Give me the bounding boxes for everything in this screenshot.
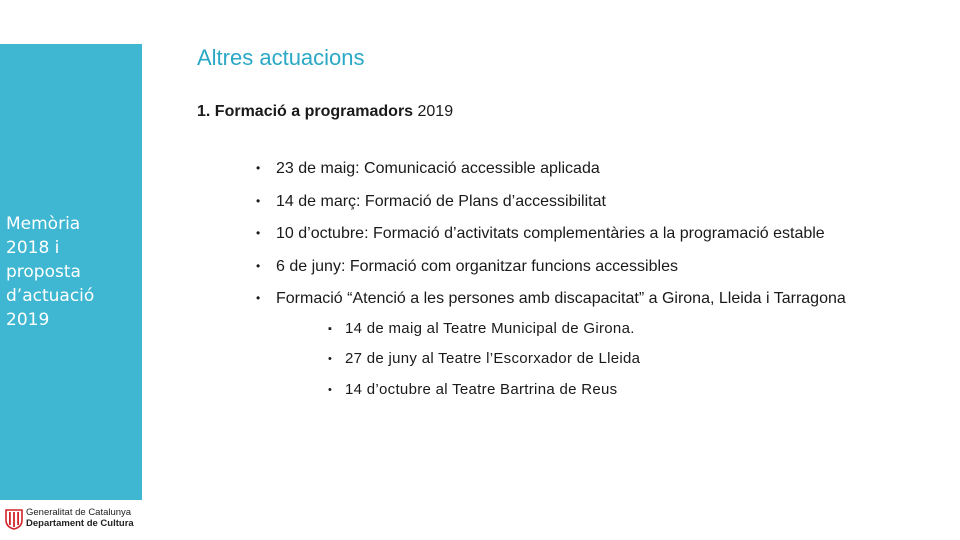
- sub-list-item: [328, 319, 635, 339]
- sub-list-item-text: 14 de maig al Teatre Municipal de Girona.: [345, 320, 635, 337]
- sidebar-title-line: 2018 i: [6, 238, 60, 258]
- list-item-text: 23 de maig: Comunicació accessible aplicada: [276, 160, 600, 177]
- square-bullet-icon: ▪: [328, 323, 333, 335]
- list-item: [256, 190, 606, 213]
- sub-list-item-text: 14 d’octubre al Teatre Bartrina de Reus: [345, 381, 618, 398]
- sub-list-item: [328, 380, 617, 400]
- list-item-text: 10 d’octubre: Formació d’activitats complementàries a la programació estable: [276, 225, 825, 242]
- sub-list-item: [328, 349, 640, 369]
- list-item-text: Formació “Atenció a les persones amb discapacitat” a Girona, Lleida i Tarragona: [276, 290, 846, 307]
- logo-line-1: Generalitat de Catalunya: [26, 507, 132, 518]
- sidebar-title-line: proposta: [6, 262, 81, 282]
- bullet-icon: •: [256, 259, 261, 273]
- list-item: [256, 287, 846, 310]
- section-heading-bold: 1. Formació a programadors: [197, 103, 414, 120]
- bullet-icon: •: [256, 226, 261, 240]
- sidebar-title-line: Memòria: [6, 214, 81, 234]
- list-item: [256, 157, 600, 180]
- list-item-text: 14 de març: Formació de Plans d’accessibilitat: [276, 193, 606, 210]
- sub-list-item-text: 27 de juny al Teatre l’Escorxador de Lleida: [345, 350, 641, 367]
- logo-line-2: Departament de Cultura: [26, 518, 134, 529]
- bullet-icon: •: [256, 161, 261, 175]
- sidebar-title-line: d’actuació: [6, 286, 95, 306]
- section-heading-year: 2019: [413, 103, 454, 120]
- list-item-text: 6 de juny: Formació com organitzar funcions accessibles: [276, 258, 678, 275]
- generalitat-logo: [2, 506, 142, 532]
- list-item: [256, 222, 825, 245]
- slide-title: Altres actuacions: [197, 45, 365, 70]
- bullet-icon: •: [328, 384, 333, 396]
- generalitat-emblem-icon: [4, 508, 24, 530]
- bullet-icon: •: [328, 353, 333, 365]
- section-heading: [197, 101, 453, 123]
- sidebar-title: [6, 212, 140, 332]
- list-item: [256, 255, 678, 278]
- sidebar-title-line: 2019: [6, 310, 50, 330]
- logo-text: [26, 507, 134, 529]
- bullet-icon: •: [256, 291, 261, 305]
- bullet-icon: •: [256, 194, 261, 208]
